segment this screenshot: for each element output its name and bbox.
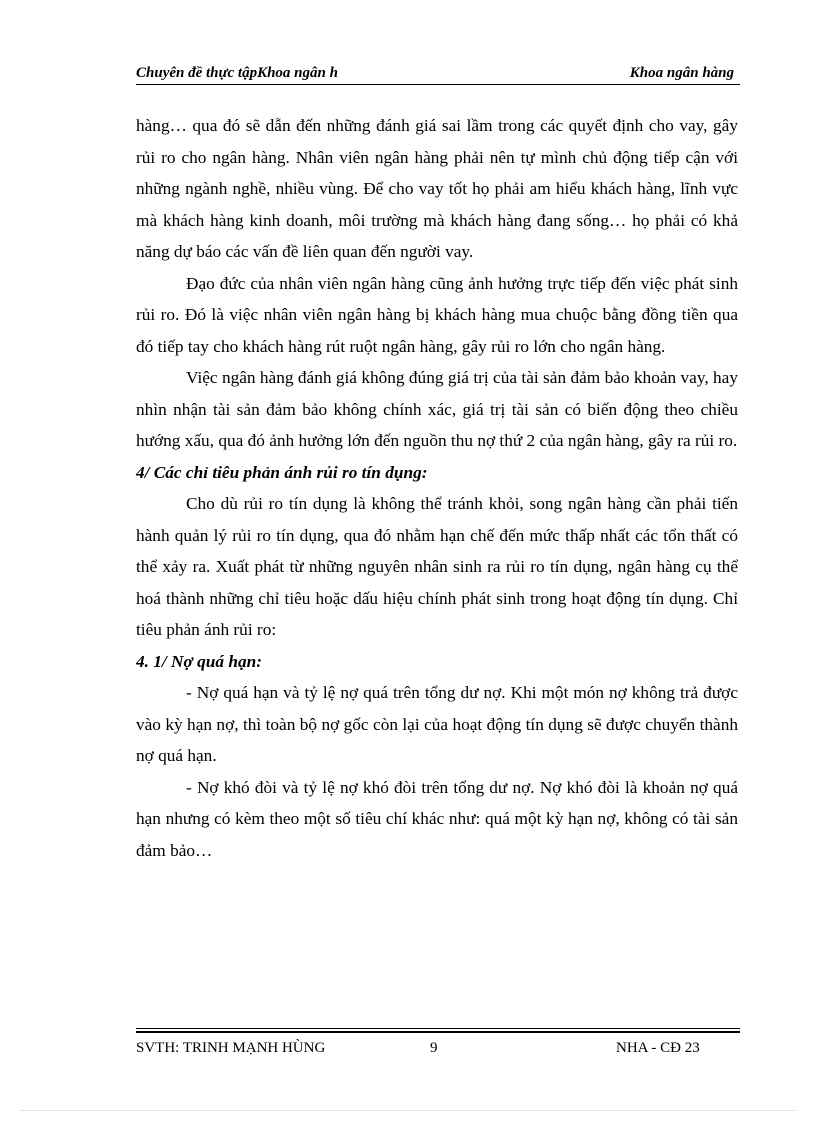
paragraph-3: Việc ngân hàng đánh giá không đúng giá trị của tài sản đảm bảo khoản vay, hay nhìn nhận tài sản đảm bảo không chính xác, giá trị tài sản có biến động theo chiều hướng xấu, qua đó ảnh hưởng lớn đến nguồn thu nợ thứ 2 của ngân hàng, gây ra rủi ro.	[136, 368, 738, 450]
page-edge-divider	[20, 1110, 796, 1111]
footer-author: SVTH: TRINH MẠNH HÙNG	[136, 1040, 326, 1056]
footer-page-number: 9	[430, 1040, 438, 1056]
footer-divider-thin	[136, 1028, 740, 1029]
paragraph-5: - Nợ quá hạn và tỷ lệ nợ quá trên tổng dư nợ. Khi một món nợ không trả được vào kỳ hạn nợ, thì toàn bộ nợ gốc còn lại của hoạt động tín dụng sẽ được chuyển thành nợ quá hạn.	[136, 683, 738, 765]
section-heading-4: 4/ Các chỉ tiêu phản ánh rủi ro tín dụng:	[136, 462, 428, 482]
header-left-title: Chuyên đề thực tậpKhoa ngân h	[136, 65, 338, 81]
footer-divider-thick	[136, 1031, 740, 1033]
subsection-heading-4-1: 4. 1/ Nợ quá hạn:	[136, 651, 262, 671]
footer-class-code: NHA - CĐ 23	[616, 1040, 700, 1056]
paragraph-6: - Nợ khó đòi và tỷ lệ nợ khó đòi trên tổng dư nợ. Nợ khó đòi là khoản nợ quá hạn nhưng có kèm theo một số tiêu chí khác như: quá một kỳ hạn nợ, không có tài sản đảm bảo…	[136, 777, 738, 860]
header-right-title: Khoa ngân hàng	[629, 65, 734, 81]
document-body	[136, 110, 738, 866]
paragraph-2: Đạo đức của nhân viên ngân hàng cũng ảnh hưởng trực tiếp đến việc phát sinh rủi ro. Đó là việc nhân viên ngân hàng bị khách hàng mua chuộc bằng đồng tiền qua đó tiếp tay cho khách hàng rút ruột ngân hàng, gây rủi ro lớn cho ngân hàng.	[136, 273, 738, 356]
paragraph-1: hàng… qua đó sẽ dẫn đến những đánh giá sai lầm trong các quyết định cho vay, gây rủi ro cho ngân hàng. Nhân viên ngân hàng phải nên tự mình chủ động tiếp cận với những ngành nghề, nhiều vùng. Để cho vay tốt họ phải am hiểu khách hàng, lĩnh vực mà khách hàng kinh doanh, môi trường mà khách hàng đang sống… họ phải có khả năng dự báo các vấn đề liên quan đến người vay.	[136, 116, 738, 261]
page-header	[136, 62, 740, 85]
paragraph-4: Cho dù rủi ro tín dụng là không thể tránh khỏi, song ngân hàng cần phải tiến hành quản lý rủi ro tín dụng, qua đó nhằm hạn chế đến mức thấp nhất các tổn thất có thể xảy ra. Xuất phát từ những nguyên nhân sinh ra rủi ro tín dụng, ngân hàng cụ thể hoá thành những chỉ tiêu hoặc dấu hiệu chính phát sinh trong hoạt động tín dụng. Chỉ tiêu phản ánh rủi ro:	[136, 494, 738, 639]
